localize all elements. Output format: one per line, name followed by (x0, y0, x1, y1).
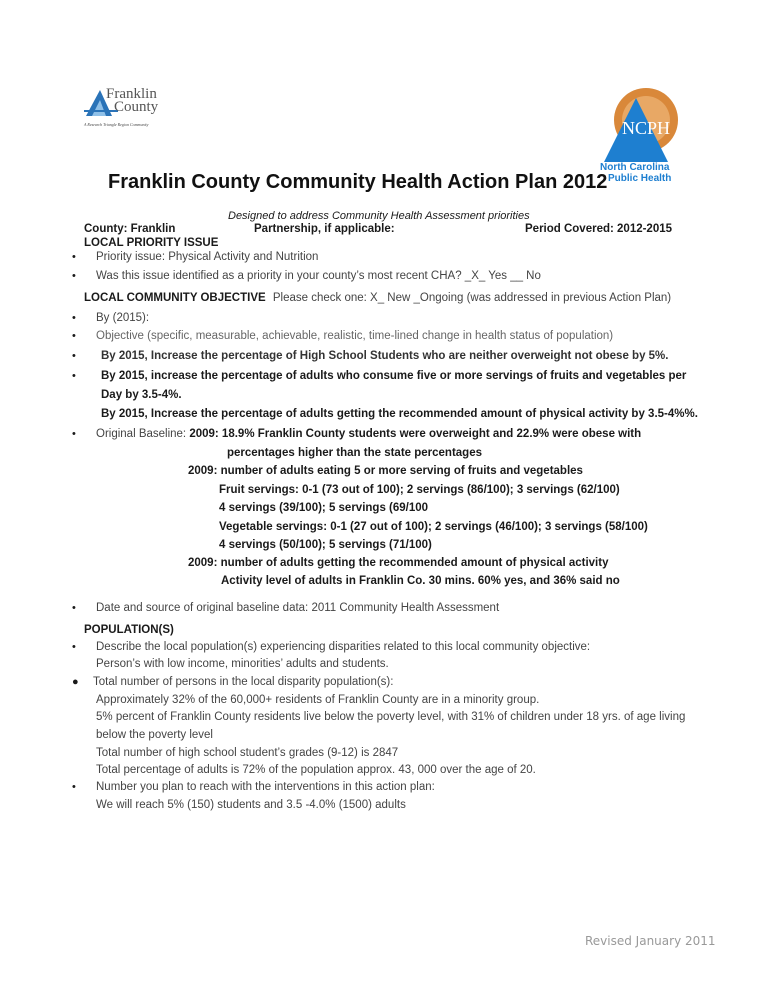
population-line: Person’s with low income, minorities’ adults and students. (96, 658, 389, 670)
objective-by: By (2015): (96, 312, 150, 324)
partnership-label: Partnership, if applicable: (254, 223, 395, 235)
revised-footer: Revised January 2011 (585, 934, 716, 948)
baseline-line: Activity level of adults in Franklin Co. 30 mins. 60% yes, and 36% said no (221, 575, 620, 587)
franklin-county-logo (84, 86, 174, 132)
baseline-line: 4 servings (39/100); 5 servings (69/100 (219, 502, 429, 514)
baseline-label: Original Baseline: (96, 428, 190, 440)
logo-text: North Carolina (600, 162, 670, 173)
baseline-text: 2009: 18.9% Franklin County students were overweight and 22.9% were obese with (189, 428, 642, 440)
population-line: below the poverty level (96, 729, 213, 741)
logo-text: Public Health (608, 173, 672, 184)
baseline-line (96, 427, 641, 441)
objective-goal: By 2015, Increase the percentage of adults getting the recommended amount of physical activity by 3.5-4%%. (101, 408, 698, 420)
period-label: Period Covered: 2012-2015 (525, 223, 673, 235)
county-label: County: Franklin (84, 223, 176, 235)
population-line: We will reach 5% (150) students and 3.5 -4.0% (1500) adults (96, 799, 406, 811)
objective-check: Please check one: X_ New _Ongoing (was addressed in previous Action Plan) (272, 292, 672, 304)
logo-text: County (114, 99, 159, 115)
population-heading: POPULATION(S) (84, 624, 174, 636)
baseline-line: Fruit servings: 0-1 (73 out of 100); 2 servings (86/100); 3 servings (62/100) (219, 484, 620, 496)
logo-text: Franklin (106, 86, 157, 102)
population-line: 5% percent of Franklin County residents live below the poverty level, with 31% of children under 18 yrs. of age living (96, 711, 686, 723)
baseline-line: Vegetable servings: 0-1 (27 out of 100); 2 servings (46/100); 3 servings (58/100) (219, 521, 648, 533)
page-subtitle: Designed to address Community Health Assessment priorities (228, 210, 530, 222)
population-line: Approximately 32% of the 60,000+ residents of Franklin County are in a minority group. (96, 694, 540, 706)
population-line: Total percentage of adults is 72% of the population approx. 43, 000 over the age of 20. (96, 764, 536, 776)
population-line: Total number of high school student’s grades (9-12) is 2847 (96, 747, 399, 759)
objective-goal: By 2015, Increase the percentage of High School Students who are neither overweight not obese by 5%. (101, 350, 669, 362)
objective-label: Objective (specific, measurable, achievable, realistic, time-lined change in health status of population) (96, 330, 614, 342)
logo-tagline: A Research Triangle Region Community (84, 122, 149, 127)
population-line: Describe the local population(s) experiencing disparities related to this local community objective: (96, 641, 591, 653)
baseline-line: 2009: number of adults eating 5 or more serving of fruits and vegetables (188, 465, 583, 477)
page-title: Franklin County Community Health Action Plan 2012 (108, 171, 608, 193)
objective-heading: LOCAL COMMUNITY OBJECTIVE (84, 292, 266, 304)
objective-goal: By 2015, increase the percentage of adults who consume five or more servings of fruits and vegetables per (101, 370, 687, 382)
ncph-logo (598, 84, 684, 188)
baseline-line: 2009: number of adults getting the recommended amount of physical activity (188, 557, 609, 569)
priority-item: Was this issue identified as a priority in your county’s most recent CHA? _X_ Yes __ No (96, 270, 541, 282)
document-page: Franklin County A Research Triangle Region Community NCPH North Carolina Public Health Franklin County Community Health Action Plan 2012 Designed to address Community Health Assessment priorities County: Franklin Partnership, if applicable: Period Covered: 2012-2015 LOCAL PRIORITY ISSUE • Priority issue: Physical Activity and Nutrition • Was this issue identified as a priority in your county’s most recent CHA? _X_ Yes __ No LOCAL COMMUNITY OBJECTIVE Please check one: X_ New _Ongoing (was addressed in previous Action Plan) • By (2015): • Objective (specific, measurable, achievable, realistic, time-lined change in health status of population) • By 2015, Increase the percentage of High School Students who are neither overweight not obese by 5%. • By 2015, increase the percentage of adults who consume five or more servings of fruits and vegetables per Day by 3.5-4%. By 2015, Increase the percentage of adults getting the recommended amount of physical activity by 3.5-4%%. • Original Baseline: 2009: 18.9% Franklin County students were overweight and 22.9% were obese with percentages higher than the state percentages 2009: number of adults eating 5 or more serving of fruits and vegetables Fruit servings: 0-1 (73 out of 100); 2 servings (86/100); 3 servings (62/100) 4 servings (39/100); 5 servings (69/100 Vegetable servings: 0-1 (27 out of 100); 2 servings (46/100); 3 servings (58/100) 4 servings (50/100); 5 servings (71/100) 2009: number of adults getting the recommended amount of physical activity Activity level of adults in Franklin Co. 30 mins. 60% yes, and 36% said no • Date and source of original baseline data: 2011 Community Health Assessment POPULATION(S) • Describe the local population(s) experiencing disparities related to this local community objective: Person’s with low income, minorities’ adults and students. ● Total number of persons in the local disparity population(s): Approximately 32% of the 60,000+ residents of Franklin County are in a minority group. 5% percent of Franklin County residents live below the poverty level, with 31% of children under 18 yrs. of age living below the poverty level Total number of high school student’s grades (9-12) is 2847 Total percentage of adults is 72% of the population approx. 43, 000 over the age of 20. • Number you plan to reach with the interventions in this action plan: We will reach 5% (150) students and 3.5 -4.0% (1500) adults Revised January 2011 (0, 0, 768, 994)
priority-heading: LOCAL PRIORITY ISSUE (84, 237, 219, 249)
population-line: Number you plan to reach with the interventions in this action plan: (96, 781, 435, 793)
objective-header (84, 291, 671, 305)
objective-goal: Day by 3.5-4%. (101, 389, 182, 401)
baseline-line: 4 servings (50/100); 5 servings (71/100) (219, 539, 432, 551)
baseline-source: Date and source of original baseline data: 2011 Community Health Assessment (96, 602, 500, 614)
baseline-line: percentages higher than the state percentages (227, 447, 482, 459)
population-line: Total number of persons in the local disparity population(s): (93, 676, 394, 688)
svg-text:NCPH: NCPH (621, 118, 671, 138)
priority-item: Priority issue: Physical Activity and Nutrition (96, 251, 319, 263)
